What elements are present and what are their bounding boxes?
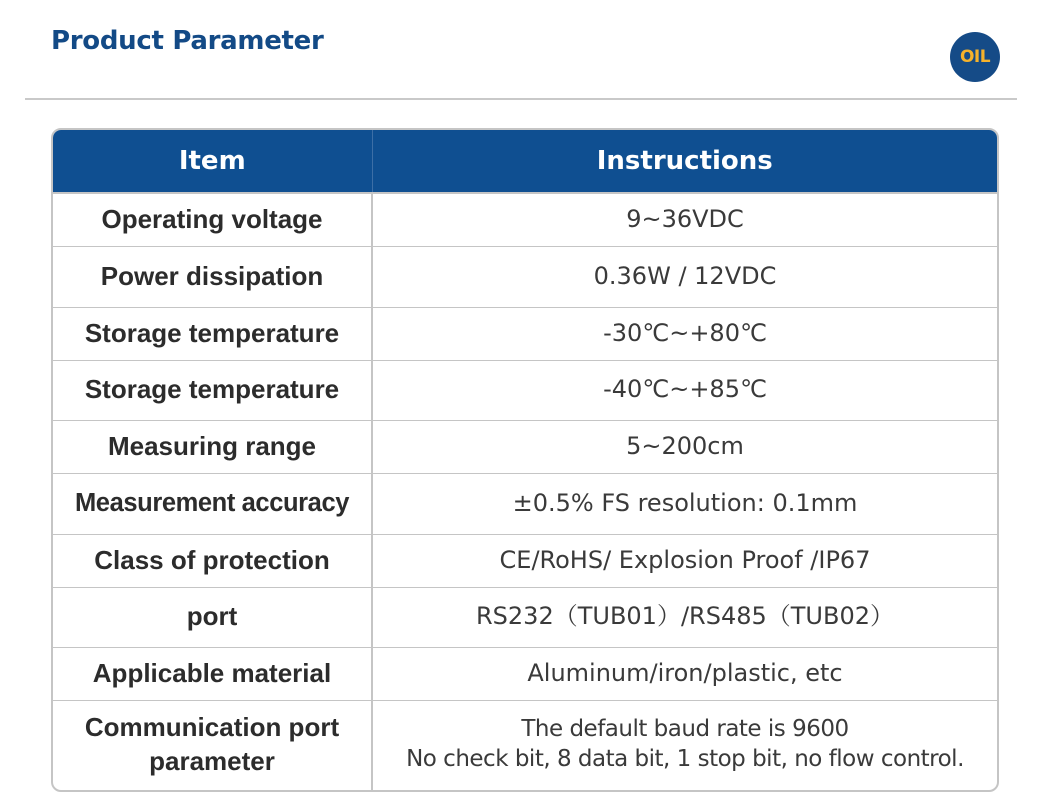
- row-item: Class of protection: [53, 534, 372, 587]
- row-instruction: ±0.5% FS resolution: 0.1mm: [372, 473, 997, 534]
- row-instruction: -30℃~+80℃: [372, 307, 997, 360]
- row-item-line: Communication port: [84, 712, 340, 743]
- row-instruction: Aluminum/iron/plastic, etc: [372, 647, 997, 700]
- parameter-table: [53, 130, 997, 790]
- table-row: [53, 307, 997, 360]
- row-instruction-line: No check bit, 8 data bit, 1 stop bit, no flow control.: [406, 746, 964, 773]
- table-header-row: [53, 130, 997, 193]
- table-row: [53, 473, 997, 534]
- table-row: [53, 420, 997, 473]
- header-divider: [25, 98, 1017, 100]
- row-item: Applicable material: [53, 647, 372, 700]
- table-row: [53, 647, 997, 700]
- row-instruction: 9~36VDC: [372, 193, 997, 246]
- row-item: [53, 700, 372, 790]
- parameter-table-container: [51, 128, 999, 792]
- row-instruction: 5~200cm: [372, 420, 997, 473]
- row-item: Storage temperature: [53, 307, 372, 360]
- row-instruction: CE/RoHS/ Explosion Proof /IP67: [372, 534, 997, 587]
- row-item: Storage temperature: [53, 360, 372, 420]
- table-row: [53, 360, 997, 420]
- row-item: Power dissipation: [53, 246, 372, 307]
- row-item: Measuring range: [53, 420, 372, 473]
- column-header-instructions: Instructions: [372, 130, 997, 193]
- row-item: Measurement accuracy: [53, 473, 372, 534]
- row-instruction: [372, 700, 997, 790]
- table-row: [53, 534, 997, 587]
- oil-logo: [950, 32, 1000, 82]
- table-row: [53, 587, 997, 647]
- row-instruction-line: The default baud rate is 9600: [521, 716, 849, 743]
- row-instruction: -40℃~+85℃: [372, 360, 997, 420]
- row-item: Operating voltage: [53, 193, 372, 246]
- row-item: port: [53, 587, 372, 647]
- logo-text: OIL: [959, 47, 991, 67]
- table-row: [53, 700, 997, 790]
- row-instruction: 0.36W / 12VDC: [372, 246, 997, 307]
- table-row: [53, 246, 997, 307]
- page-title: Product Parameter: [51, 26, 324, 56]
- row-instruction: RS232（TUB01）/RS485（TUB02）: [372, 587, 997, 647]
- table-row: [53, 193, 997, 246]
- row-item-line: parameter: [149, 746, 275, 777]
- column-header-item: Item: [53, 130, 372, 193]
